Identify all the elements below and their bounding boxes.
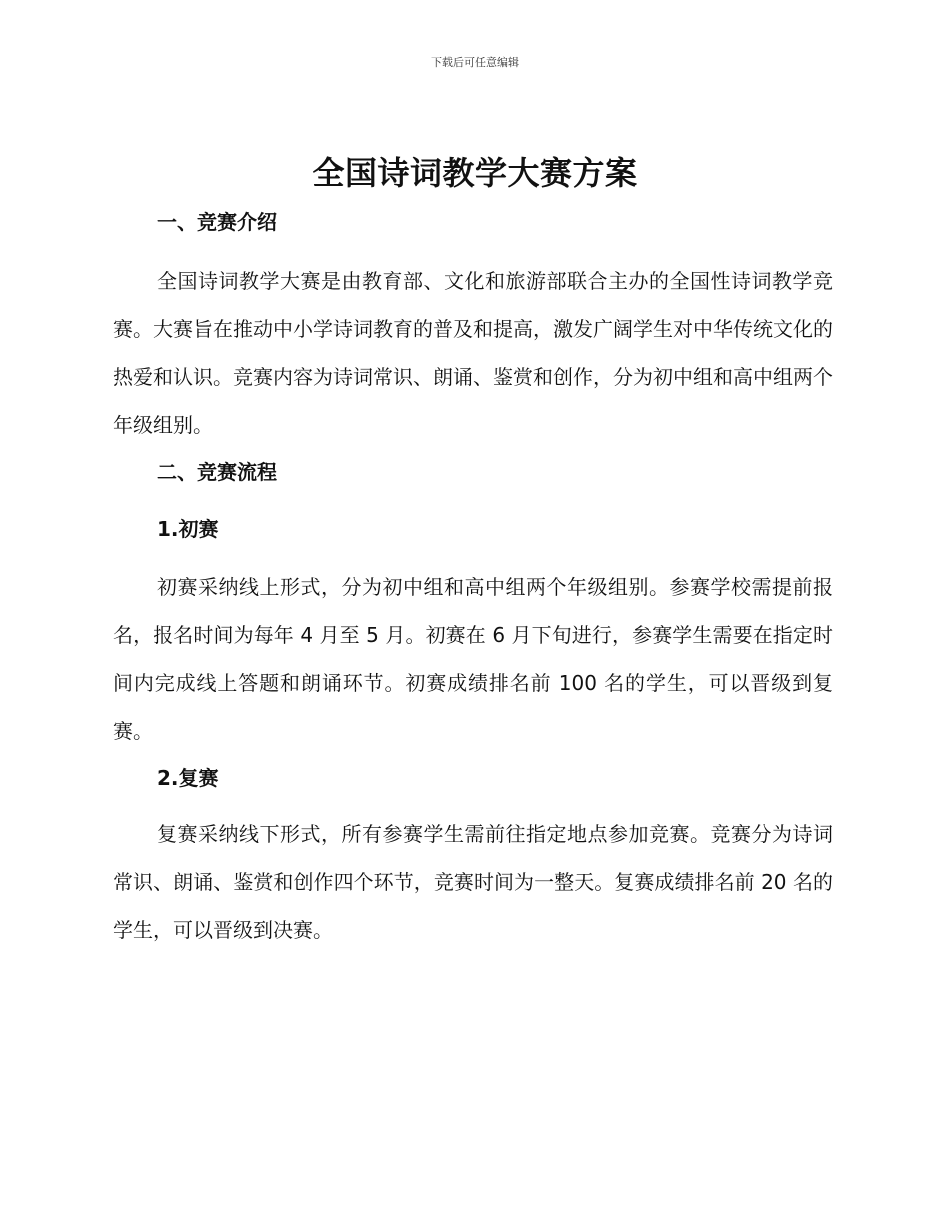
subsection-paragraph-semifinal: 复赛采纳线下形式，所有参赛学生需前往指定地点参加竞赛。竞赛分为诗词常识、朗诵、鉴赏和创作四个环节，竞赛时间为一整天。复赛成绩排名前 20 名的学生，可以晋级到决赛。 xyxy=(113,822,833,942)
document-title: 全国诗词教学大赛方案 xyxy=(312,154,638,192)
section-heading-intro: 一、竞赛介绍 xyxy=(157,210,277,234)
section-heading-process: 二、竞赛流程 xyxy=(157,460,277,484)
section-paragraph-intro: 全国诗词教学大赛是由教育部、文化和旅游部联合主办的全国性诗词教学竞赛。大赛旨在推动中小学诗词教育的普及和提高，激发广阔学生对中华传统文化的热爱和认识。竞赛内容为诗词常识、朗诵、鉴赏和创作，分为初中组和高中组两个年级组别。 xyxy=(113,269,833,437)
header-note: 下载后可任意编辑 xyxy=(431,56,519,69)
subsection-paragraph-preliminary: 初赛采纳线上形式，分为初中组和高中组两个年级组别。参赛学校需提前报名，报名时间为每年 4 月至 5 月。初赛在 6 月下旬进行，参赛学生需要在指定时间内完成线上答题和朗诵环节。初赛成绩排名前 100 名的学生，可以晋级到复赛。 xyxy=(113,575,833,743)
subsection-heading-semifinal: 2.复赛 xyxy=(157,766,219,790)
subsection-heading-preliminary: 1.初赛 xyxy=(157,517,219,541)
